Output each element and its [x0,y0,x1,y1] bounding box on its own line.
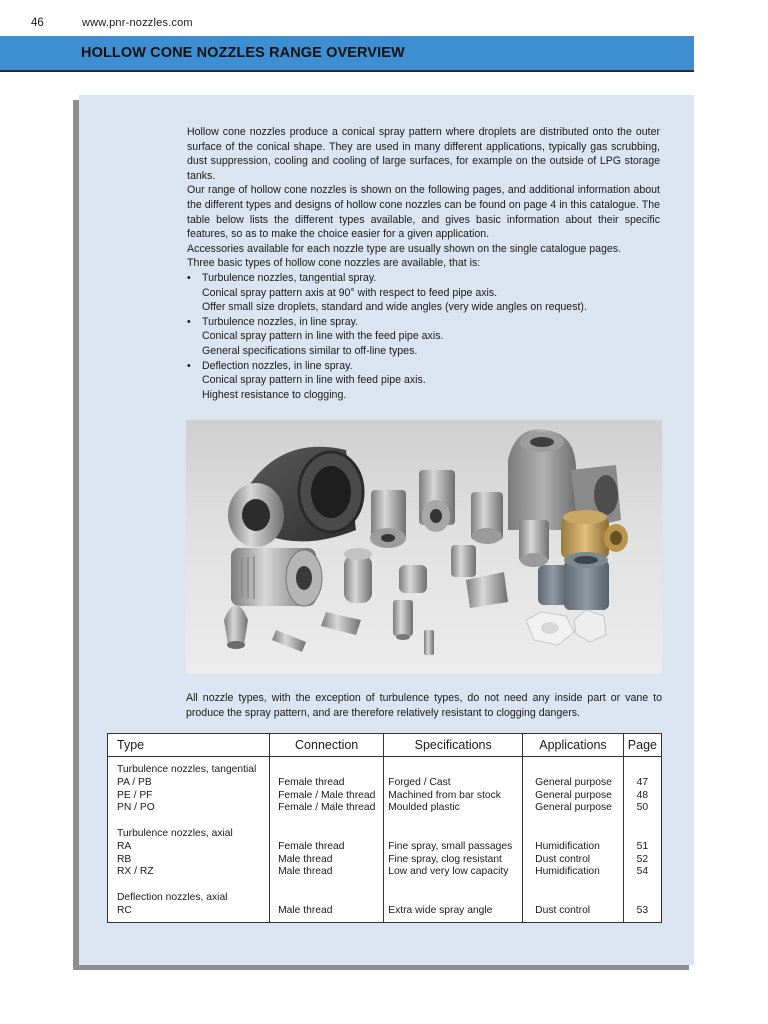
connection-cell: Male thread [278,904,333,916]
page-cell: 50 [636,802,649,814]
list-item-line: Conical spray pattern axis at 90° with respect to feed pipe axis. [202,286,498,299]
nozzle-types-table [107,733,662,923]
list-item [187,359,660,403]
list-item-title: Turbulence nozzles, in line spray. [202,315,359,328]
spec-cell: Moulded plastic [388,802,460,814]
title-bar [0,36,694,72]
page-cell: 54 [636,866,649,878]
intro-paragraph: Three basic types of hollow cone nozzles are available, that is: [187,257,481,270]
bullet-icon: • [187,315,191,328]
nozzles-product-photo [186,420,662,674]
list-item-title: Deflection nozzles, in line spray. [202,359,353,372]
page-column [623,757,661,923]
type-cell: RA [117,840,132,852]
list-item-line: Conical spray pattern in line with the feed pipe axis. [202,330,444,343]
group-label: Turbulence nozzles, axial [117,827,233,839]
list-item-line: Offer small size droplets, standard and wide angles (very wide angles on request). [202,301,587,314]
page-cell: 48 [636,789,649,801]
application-cell: Dust control [535,853,591,865]
type-cell: RC [117,904,132,916]
bullet-icon: • [187,359,191,372]
column-header-applications: Applications [523,734,624,757]
nozzle-steel-hex-large [231,548,322,606]
page-cell: 52 [636,853,649,865]
intro-text [187,125,660,402]
table-body-row [108,757,662,923]
table-header-row [108,734,662,757]
application-cell: Dust control [535,904,591,916]
spec-cell: Low and very low capacity [388,866,509,878]
type-cell: PA / PB [117,776,152,788]
application-cell: General purpose [535,789,612,801]
type-column [108,757,270,923]
nozzle-types-list [187,271,660,402]
page-number: 46 [31,17,44,29]
list-item-line: Conical spray pattern in line with feed pipe axis. [202,374,426,387]
spec-cell: Machined from bar stock [388,789,501,801]
intro-paragraph: Hollow cone nozzles produce a conical spray pattern where droplets are distributed onto the outer surface of the conical shape. They are used in many different applications, typically gas scrubbing, dust suppression, cooling and cooling of large surfaces, for example on the outside of LPG storage tanks. [187,126,660,182]
page-cell: 47 [636,776,649,788]
application-cell: General purpose [535,776,612,788]
spec-cell: Fine spray, clog resistant [388,853,502,865]
spec-cell: Forged / Cast [388,776,451,788]
page-title: HOLLOW CONE NOZZLES RANGE OVERVIEW [81,45,405,61]
connection-cell: Female thread [278,840,345,852]
type-cell: RX / RZ [117,866,154,878]
connection-column [270,757,384,923]
application-cell: General purpose [535,802,612,814]
page-cell: 51 [636,840,649,852]
list-item-line: Highest resistance to clogging. [202,388,347,401]
connection-cell: Female thread [278,776,345,788]
column-header-specifications: Specifications [384,734,523,757]
list-item [187,271,660,315]
list-item-line: General specifications similar to off-line types. [202,344,418,357]
type-cell: PE / PF [117,789,153,801]
group-label: Deflection nozzles, axial [117,891,228,903]
applications-column [523,757,624,923]
website-url[interactable]: www.pnr-nozzles.com [82,17,193,29]
bullet-icon: • [187,271,191,284]
clogging-note: All nozzle types, with the exception of turbulence types, do not need any inside part or vane to produce the spray pattern, and are therefore relatively resistant to clogging dangers. [186,692,662,719]
intro-paragraph: Our range of hollow cone nozzles is shown on the following pages, and additional information about the different types and designs of hollow cone nozzles can be found on page 4 in this catalogue. The table below lists the different types available, and gives basic information about their specific features, so as to make the choice easier for a given application. [187,184,660,241]
column-header-page: Page [623,734,661,757]
column-header-type: Type [108,734,270,757]
list-item-title: Turbulence nozzles, tangential spray. [202,271,377,284]
application-cell: Humidification [535,840,600,852]
connection-cell: Female / Male thread [278,802,376,814]
spec-cell: Fine spray, small passages [388,840,513,852]
connection-cell: Male thread [278,866,333,878]
connection-cell: Female / Male thread [278,789,376,801]
type-cell: PN / PO [117,802,155,814]
intro-paragraph: Accessories available for each nozzle type are usually shown on the single catalogue pages. [187,242,622,255]
type-cell: RB [117,853,132,865]
column-header-connection: Connection [270,734,384,757]
specifications-column [384,757,523,923]
list-item [187,315,660,359]
page-cell: 53 [636,904,649,916]
group-label: Turbulence nozzles, tangential [117,764,257,775]
connection-cell: Male thread [278,853,333,865]
application-cell: Humidification [535,866,600,878]
spec-cell: Extra wide spray angle [388,904,493,916]
